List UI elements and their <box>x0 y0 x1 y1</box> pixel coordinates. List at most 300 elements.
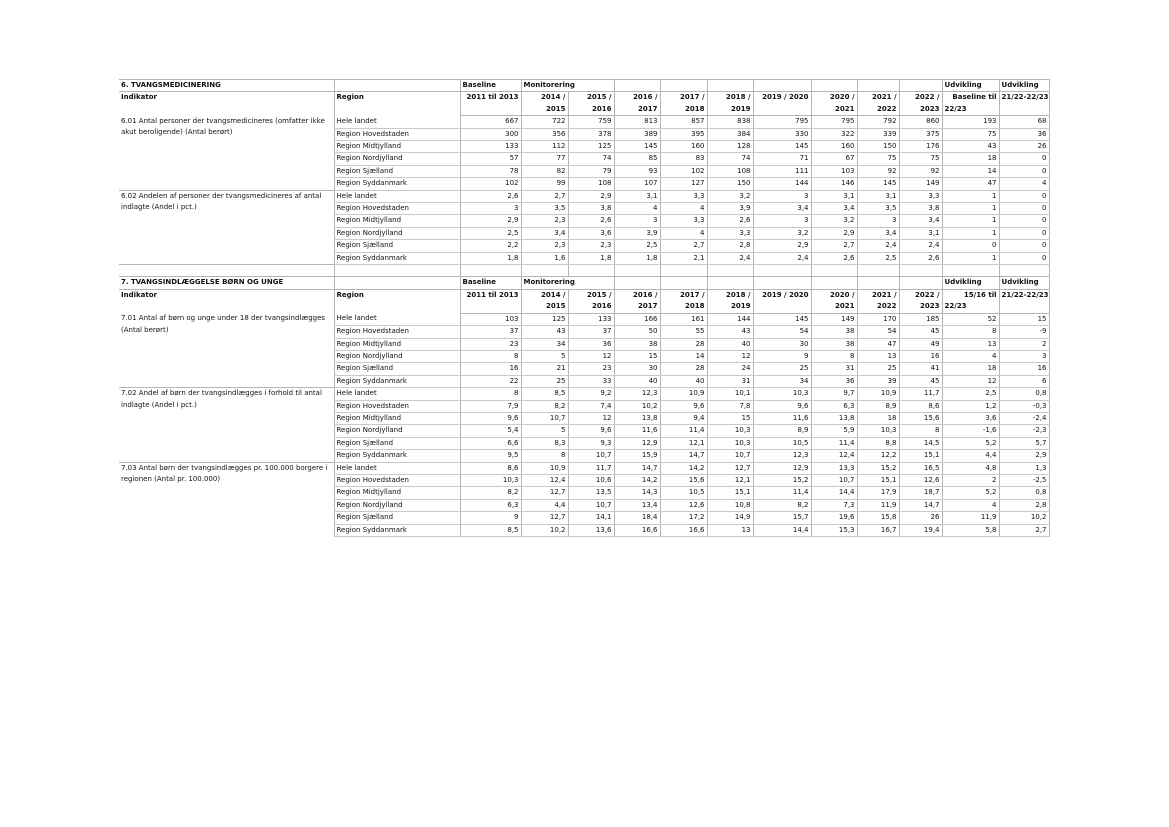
value-cell: 12 <box>942 375 999 387</box>
blank-cell <box>614 277 660 289</box>
value-cell: 3,1 <box>811 190 857 202</box>
value-cell: 17,2 <box>660 512 707 524</box>
value-cell: 2,4 <box>707 252 753 264</box>
value-cell: 18 <box>942 153 999 165</box>
region-name: Region Midtjylland <box>334 338 460 350</box>
value-cell: 3 <box>614 215 660 227</box>
blank-cell <box>119 265 334 277</box>
value-cell: 7,8 <box>707 400 753 412</box>
value-cell: 3,6 <box>568 227 614 239</box>
value-cell: 6,3 <box>460 499 521 511</box>
value-cell: 6,3 <box>811 400 857 412</box>
value-cell: 12,6 <box>660 499 707 511</box>
value-cell: 2,7 <box>811 240 857 252</box>
value-cell: 9,6 <box>460 412 521 424</box>
value-cell: 83 <box>660 153 707 165</box>
value-cell: 11,4 <box>753 487 811 499</box>
value-cell: 384 <box>707 128 753 140</box>
indicator-header: Indikator <box>119 92 334 116</box>
value-cell: 36 <box>568 338 614 350</box>
value-cell: 389 <box>614 128 660 140</box>
value-cell: 5 <box>521 425 568 437</box>
value-cell: 12 <box>568 412 614 424</box>
blank-cell <box>660 80 707 92</box>
value-cell: 0,8 <box>999 388 1049 400</box>
year-header-end: 2021 <box>811 301 857 313</box>
value-cell: 13,4 <box>614 499 660 511</box>
value-cell: 74 <box>707 153 753 165</box>
value-cell: 722 <box>521 116 568 128</box>
value-cell: 15,7 <box>753 512 811 524</box>
table-row <box>119 462 1049 474</box>
value-cell: 2,6 <box>568 215 614 227</box>
value-cell: 4,8 <box>942 462 999 474</box>
value-cell: 0 <box>999 240 1049 252</box>
value-cell: 3,1 <box>857 190 899 202</box>
column-header-row <box>119 92 1049 104</box>
value-cell: 5,9 <box>811 425 857 437</box>
section-header-row <box>119 80 1049 92</box>
development-label: Udvikling <box>942 277 999 289</box>
value-cell: 759 <box>568 116 614 128</box>
value-cell: 145 <box>753 141 811 153</box>
table-row <box>119 116 1049 128</box>
blank-cell <box>811 265 857 277</box>
value-cell: 45 <box>899 375 942 387</box>
value-cell: 170 <box>857 313 899 325</box>
development-period: 21/22-22/23 <box>999 289 1049 301</box>
blank-cell <box>753 277 811 289</box>
value-cell: 47 <box>857 338 899 350</box>
value-cell: 10,2 <box>521 524 568 536</box>
value-cell: 15,6 <box>660 474 707 486</box>
year-header-end: 2022 <box>857 301 899 313</box>
value-cell: 13 <box>942 338 999 350</box>
blank-cell <box>660 265 707 277</box>
value-cell: 37 <box>568 326 614 338</box>
value-cell: 2,6 <box>811 252 857 264</box>
blank-cell <box>568 265 614 277</box>
value-cell: 0,8 <box>999 487 1049 499</box>
value-cell: 19,4 <box>899 524 942 536</box>
development-period: 21/22-22/23 <box>999 92 1049 104</box>
blank-cell <box>899 80 942 92</box>
value-cell: 9,6 <box>660 400 707 412</box>
year-header-end: 2017 <box>614 301 660 313</box>
value-cell: 161 <box>660 313 707 325</box>
value-cell: 2 <box>942 474 999 486</box>
value-cell: 23 <box>568 363 614 375</box>
column-header-row <box>119 289 1049 301</box>
region-name: Hele landet <box>334 388 460 400</box>
value-cell: 54 <box>753 326 811 338</box>
development-period: Baseline til <box>942 92 999 104</box>
region-name: Hele landet <box>334 116 460 128</box>
region-name: Region Syddanmark <box>334 375 460 387</box>
region-name: Hele landet <box>334 313 460 325</box>
value-cell: 3 <box>460 203 521 215</box>
indicator-label: 6.02 Andelen af personer der tvangsmedicineres af antal indlagte (Andel i pct.) <box>119 190 334 264</box>
region-name: Region Hovedstaden <box>334 400 460 412</box>
value-cell: 49 <box>899 338 942 350</box>
value-cell: 37 <box>460 326 521 338</box>
value-cell: 860 <box>899 116 942 128</box>
value-cell: 6,6 <box>460 437 521 449</box>
value-cell: 14,1 <box>568 512 614 524</box>
region-name: Region Midtjylland <box>334 487 460 499</box>
value-cell: 10,3 <box>753 388 811 400</box>
value-cell: 15,1 <box>857 474 899 486</box>
value-cell: 10,5 <box>753 437 811 449</box>
value-cell: 38 <box>811 326 857 338</box>
value-cell: 17,9 <box>857 487 899 499</box>
value-cell: 43 <box>942 141 999 153</box>
value-cell: 128 <box>707 141 753 153</box>
value-cell: 14,9 <box>707 512 753 524</box>
value-cell: 3,9 <box>707 203 753 215</box>
value-cell: 16 <box>460 363 521 375</box>
value-cell: 8,3 <box>521 437 568 449</box>
year-header-end: 2016 <box>568 104 614 116</box>
value-cell: 103 <box>460 313 521 325</box>
table-row <box>119 388 1049 400</box>
year-header-end <box>753 301 811 313</box>
value-cell: 79 <box>568 165 614 177</box>
year-header: 2021 / <box>857 92 899 104</box>
value-cell: 8,9 <box>857 400 899 412</box>
blank-cell <box>857 265 899 277</box>
value-cell: 176 <box>899 141 942 153</box>
value-cell: 93 <box>614 165 660 177</box>
value-cell: 9,4 <box>660 412 707 424</box>
value-cell: 0 <box>999 227 1049 239</box>
value-cell: 2 <box>999 338 1049 350</box>
development-label: Udvikling <box>999 80 1049 92</box>
value-cell: 25 <box>521 375 568 387</box>
blank-cell <box>614 265 660 277</box>
baseline-label: Baseline <box>460 80 521 92</box>
blank-cell <box>334 277 460 289</box>
value-cell: -1,6 <box>942 425 999 437</box>
indicator-label: 7.01 Antal af børn og unge under 18 der tvangsindlægges (Antal berørt) <box>121 314 326 334</box>
value-cell: 11,9 <box>857 499 899 511</box>
year-header-end: 2022 <box>857 104 899 116</box>
value-cell: 8 <box>460 388 521 400</box>
value-cell: 41 <box>899 363 942 375</box>
value-cell: 2,7 <box>660 240 707 252</box>
value-cell: 16,7 <box>857 524 899 536</box>
year-header-end: 2017 <box>614 104 660 116</box>
blank-cell <box>614 80 660 92</box>
year-header-end: 2018 <box>660 104 707 116</box>
value-cell: 8,9 <box>753 425 811 437</box>
indicator-table <box>119 79 1050 537</box>
blank-cell <box>707 277 753 289</box>
region-name: Region Midtjylland <box>334 215 460 227</box>
value-cell: 13,6 <box>568 524 614 536</box>
value-cell: 40 <box>660 375 707 387</box>
value-cell: 166 <box>614 313 660 325</box>
value-cell: 3,3 <box>707 227 753 239</box>
value-cell: 77 <box>521 153 568 165</box>
value-cell: 2,5 <box>857 252 899 264</box>
value-cell: 22 <box>460 375 521 387</box>
value-cell: 12,4 <box>521 474 568 486</box>
value-cell: 3,1 <box>614 190 660 202</box>
value-cell: 102 <box>460 178 521 190</box>
value-cell: 16 <box>899 350 942 362</box>
value-cell: 378 <box>568 128 614 140</box>
value-cell: 2,6 <box>460 190 521 202</box>
value-cell: 144 <box>707 313 753 325</box>
region-name: Region Hovedstaden <box>334 474 460 486</box>
value-cell: 125 <box>568 141 614 153</box>
year-header-end: 2023 <box>899 301 942 313</box>
value-cell: 43 <box>521 326 568 338</box>
year-header: 2022 / <box>899 289 942 301</box>
value-cell: 160 <box>811 141 857 153</box>
value-cell: 15,8 <box>857 512 899 524</box>
value-cell: 11,7 <box>899 388 942 400</box>
value-cell: 3,9 <box>614 227 660 239</box>
value-cell: 795 <box>753 116 811 128</box>
value-cell: 31 <box>707 375 753 387</box>
value-cell: 5 <box>521 350 568 362</box>
value-cell: 9 <box>753 350 811 362</box>
value-cell: 2,4 <box>899 240 942 252</box>
value-cell: 14,7 <box>899 499 942 511</box>
value-cell: 395 <box>660 128 707 140</box>
year-header-end: 2021 <box>811 104 857 116</box>
value-cell: 14 <box>660 350 707 362</box>
value-cell: 40 <box>614 375 660 387</box>
value-cell: 23 <box>460 338 521 350</box>
section-title: 6. TVANGSMEDICINERING <box>119 80 334 92</box>
value-cell: 2,9 <box>568 190 614 202</box>
value-cell: 2,7 <box>999 524 1049 536</box>
value-cell: 150 <box>857 141 899 153</box>
value-cell: 108 <box>568 178 614 190</box>
value-cell: 36 <box>811 375 857 387</box>
value-cell: 5,2 <box>942 487 999 499</box>
blank-cell <box>899 265 942 277</box>
blank-cell <box>857 80 899 92</box>
value-cell: 9,7 <box>811 388 857 400</box>
spreadsheet-page <box>119 79 1049 537</box>
year-header-end: 2016 <box>568 301 614 313</box>
value-cell: 813 <box>614 116 660 128</box>
value-cell: 5,7 <box>999 437 1049 449</box>
value-cell: 300 <box>460 128 521 140</box>
value-cell: 1 <box>942 215 999 227</box>
value-cell: 9,3 <box>568 437 614 449</box>
value-cell: 14,7 <box>660 450 707 462</box>
year-header: 2014 / <box>521 289 568 301</box>
year-header: 2014 / <box>521 92 568 104</box>
region-name: Region Midtjylland <box>334 412 460 424</box>
value-cell: 3,2 <box>753 227 811 239</box>
table-row <box>119 190 1049 202</box>
value-cell: 33 <box>568 375 614 387</box>
value-cell: 10,7 <box>521 412 568 424</box>
value-cell: 26 <box>899 512 942 524</box>
value-cell: 34 <box>521 338 568 350</box>
value-cell: 1 <box>942 252 999 264</box>
value-cell: 10,7 <box>568 499 614 511</box>
value-cell: 0 <box>999 153 1049 165</box>
value-cell: 108 <box>707 165 753 177</box>
region-name: Region Hovedstaden <box>334 203 460 215</box>
value-cell: 15,2 <box>857 462 899 474</box>
value-cell: 3,3 <box>660 215 707 227</box>
value-cell: 10,1 <box>707 388 753 400</box>
value-cell: 18,7 <box>899 487 942 499</box>
value-cell: 133 <box>460 141 521 153</box>
value-cell: 3,8 <box>568 203 614 215</box>
baseline-period: 2011 til 2013 <box>460 289 521 301</box>
region-name: Region Sjælland <box>334 240 460 252</box>
year-header: 2016 / <box>614 92 660 104</box>
value-cell: 15 <box>999 313 1049 325</box>
value-cell: 74 <box>568 153 614 165</box>
region-name: Region Syddanmark <box>334 450 460 462</box>
value-cell: 127 <box>660 178 707 190</box>
value-cell: 2,1 <box>660 252 707 264</box>
value-cell: 39 <box>857 375 899 387</box>
value-cell: 68 <box>999 116 1049 128</box>
value-cell: 339 <box>857 128 899 140</box>
value-cell: 21 <box>521 363 568 375</box>
value-cell: 3,4 <box>521 227 568 239</box>
blank-cell <box>521 265 568 277</box>
value-cell: 75 <box>899 153 942 165</box>
value-cell: 12,1 <box>660 437 707 449</box>
indicator-label: 7.03 Antal børn der tvangsindlægges pr. 100.000 borgere i regionen (Antal pr. 100.000) <box>119 462 334 536</box>
blank-cell <box>460 104 521 116</box>
value-cell: 50 <box>614 326 660 338</box>
blank-cell <box>460 265 521 277</box>
value-cell: 795 <box>811 116 857 128</box>
value-cell: 38 <box>614 338 660 350</box>
value-cell: 2,2 <box>460 240 521 252</box>
value-cell: 1 <box>942 227 999 239</box>
indicator-label: 6.01 Antal personer der tvangsmedicineres (omfatter ikke akut beroligende) (Antal berørt) <box>121 116 325 137</box>
value-cell: 12,3 <box>614 388 660 400</box>
value-cell: 15,9 <box>614 450 660 462</box>
value-cell: 12 <box>568 350 614 362</box>
value-cell: 1 <box>942 190 999 202</box>
value-cell: 3,4 <box>857 227 899 239</box>
value-cell: 40 <box>707 338 753 350</box>
value-cell: 12,3 <box>753 450 811 462</box>
value-cell: 28 <box>660 338 707 350</box>
development-label: Udvikling <box>999 277 1049 289</box>
blank-cell <box>334 80 460 92</box>
region-name: Hele landet <box>334 462 460 474</box>
value-cell: -0,3 <box>999 400 1049 412</box>
section-title: 7. TVANGSINDLÆGGELSE BØRN OG UNGE <box>119 277 334 289</box>
value-cell: 185 <box>899 313 942 325</box>
value-cell: 12,9 <box>614 437 660 449</box>
value-cell: 10,8 <box>707 499 753 511</box>
value-cell: 2,6 <box>707 215 753 227</box>
region-header: Region <box>334 92 460 116</box>
value-cell: 11,7 <box>568 462 614 474</box>
value-cell: 8,2 <box>753 499 811 511</box>
value-cell: 13,8 <box>811 412 857 424</box>
year-header-end <box>753 104 811 116</box>
value-cell: 12,6 <box>899 474 942 486</box>
value-cell: 92 <box>899 165 942 177</box>
value-cell: 11,6 <box>753 412 811 424</box>
value-cell: 2,9 <box>811 227 857 239</box>
year-header: 2019 / 2020 <box>753 289 811 301</box>
blank-cell <box>660 277 707 289</box>
development-label: Udvikling <box>942 80 999 92</box>
year-header: 2020 / <box>811 289 857 301</box>
year-header-end: 2015 <box>521 301 568 313</box>
value-cell: 13 <box>707 524 753 536</box>
value-cell: 8,5 <box>460 524 521 536</box>
section-header-row <box>119 277 1049 289</box>
value-cell: 8,6 <box>460 462 521 474</box>
value-cell: -9 <box>999 326 1049 338</box>
year-header: 2015 / <box>568 289 614 301</box>
region-name: Region Sjælland <box>334 512 460 524</box>
value-cell: 3 <box>753 215 811 227</box>
value-cell: 149 <box>811 313 857 325</box>
value-cell: 9 <box>460 512 521 524</box>
value-cell: 10,2 <box>999 512 1049 524</box>
value-cell: 8 <box>521 450 568 462</box>
value-cell: 8 <box>899 425 942 437</box>
value-cell: 4,4 <box>521 499 568 511</box>
region-header: Region <box>334 289 460 313</box>
value-cell: 78 <box>460 165 521 177</box>
value-cell: 15 <box>614 350 660 362</box>
value-cell: 2,3 <box>521 215 568 227</box>
blank-cell <box>753 80 811 92</box>
blank-cell <box>999 265 1049 277</box>
value-cell: 12,7 <box>521 512 568 524</box>
value-cell: 149 <box>899 178 942 190</box>
value-cell: 19,6 <box>811 512 857 524</box>
value-cell: 2,9 <box>753 240 811 252</box>
value-cell: 14,7 <box>614 462 660 474</box>
value-cell: 9,2 <box>568 388 614 400</box>
value-cell: 18,4 <box>614 512 660 524</box>
value-cell: 15,3 <box>811 524 857 536</box>
value-cell: 34 <box>753 375 811 387</box>
value-cell: 3,4 <box>899 215 942 227</box>
value-cell: 14,2 <box>660 462 707 474</box>
value-cell: 31 <box>811 363 857 375</box>
value-cell: 1,8 <box>568 252 614 264</box>
value-cell: 10,3 <box>460 474 521 486</box>
blank-cell <box>811 80 857 92</box>
value-cell: 82 <box>521 165 568 177</box>
year-header: 2020 / <box>811 92 857 104</box>
value-cell: 8,5 <box>521 388 568 400</box>
region-name: Region Nordjylland <box>334 425 460 437</box>
value-cell: 47 <box>942 178 999 190</box>
value-cell: 10,3 <box>857 425 899 437</box>
value-cell: 12,4 <box>811 450 857 462</box>
section-spacer <box>119 265 1049 277</box>
value-cell: 0 <box>942 240 999 252</box>
value-cell: 11,4 <box>811 437 857 449</box>
blank-cell <box>999 301 1049 313</box>
